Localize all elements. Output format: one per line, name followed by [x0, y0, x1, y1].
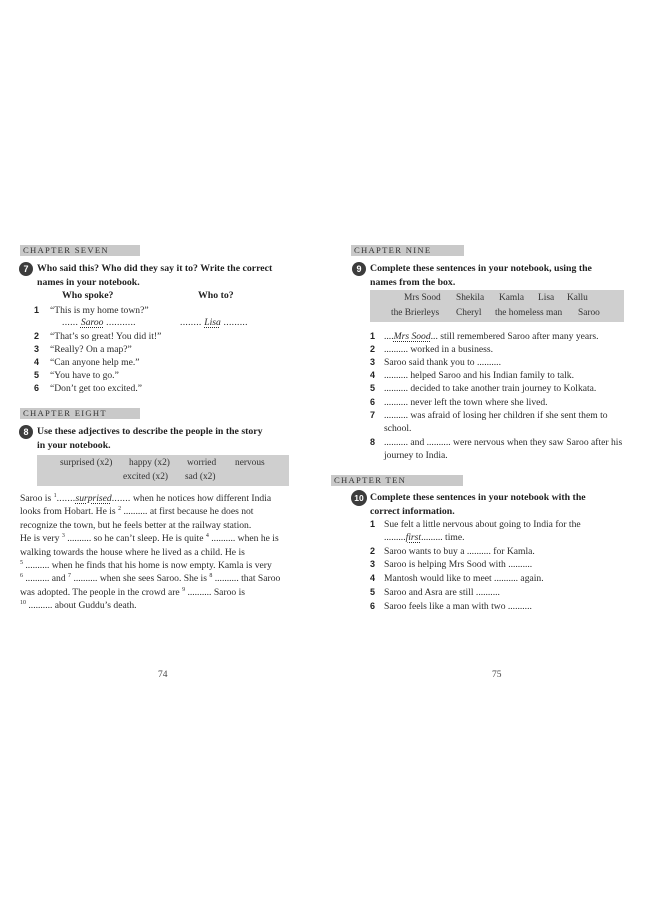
exercise-7-badge: 7 [19, 262, 33, 276]
who-spoke-header: Who spoke? [62, 290, 114, 301]
sentence-item: Saroo said thank you to .......... [384, 357, 501, 368]
right-page [330, 0, 660, 900]
sentence-item-continued: school. [384, 423, 412, 434]
exercise-9-instructions: Complete these sentences in your notebook, using the names from the box. [370, 263, 592, 288]
sentence-item: Sue felt a little nervous about going to India for the [384, 519, 581, 530]
word-box-entry: nervous [235, 458, 265, 468]
item-number: 5 [34, 370, 40, 380]
word-box-entry: Mrs Sood [404, 293, 441, 303]
item-number: 3 [370, 559, 376, 569]
item-number: 2 [370, 344, 376, 354]
word-box-entry: Cheryl [456, 308, 482, 318]
chapter-eight-heading: CHAPTER EIGHT [20, 408, 140, 419]
exercise-10-badge: 10 [351, 490, 367, 506]
item-number: 1 [34, 305, 40, 315]
exercise-8-badge: 8 [19, 425, 33, 439]
word-box-entry: excited (x2) [123, 472, 169, 482]
item-number: 5 [370, 383, 376, 393]
item-number: 2 [370, 546, 376, 556]
exercise-8-paragraph: Saroo is $^1$.......surprised....... when he notices how different India looks from Hobart. He is $^2$ .......... at first because he does not recognize the town, but he feels better at the railway station. He is very $^3$ .......... so he can’t sleep. He is quite $^4$ .......... when he is walking towards the house where he lived as a child. He is $^5$ .......... when he finds that his home is now empty. Kamla is very $^6$ .......... and $^7$ .......... when she sees Saroo. She is $^8$ .......... that Saroo was adopted. The people in the crowd are $^9$ .......... Saroo is $^{10}$ .......... about Guddu’s death. [20, 492, 281, 612]
page-number: 75 [492, 670, 502, 680]
sentence-item-continued: journey to India. [384, 450, 448, 461]
exercise-7-instructions: Who said this? Who did they say it to? Write the correct names in your notebook. [37, 263, 273, 288]
quote-item: “That’s so great! You did it!” [50, 331, 162, 342]
item-number: 2 [34, 331, 40, 341]
word-box-entry: Lisa [538, 293, 555, 303]
item-number: 4 [34, 357, 40, 367]
page-number: 74 [158, 670, 168, 680]
quote-item: “This is my home town?” [50, 305, 149, 316]
word-box-entry: Kallu [567, 293, 588, 303]
sentence-item: Mantosh would like to meet .......... again. [384, 573, 544, 584]
word-box-entry: Kamla [499, 293, 524, 303]
item-number: 6 [370, 601, 376, 611]
word-box-entry: Saroo [578, 308, 600, 318]
item-number: 3 [34, 344, 40, 354]
quote-item: “Really? On a map?” [50, 344, 132, 355]
item-number: 6 [34, 383, 40, 393]
chapter-nine-heading: CHAPTER NINE [351, 245, 464, 256]
item-number: 7 [370, 410, 376, 420]
item-number: 4 [370, 370, 376, 380]
word-box-entry: the Brierleys [391, 308, 440, 318]
who-to-header: Who to? [198, 290, 234, 301]
item-number: 8 [370, 437, 376, 447]
sentence-item: .......... helped Saroo and his Indian family to talk. [384, 370, 574, 381]
quote-item: “Don’t get too excited.” [50, 383, 142, 394]
sentence-item-continued: .........first......... time. [384, 532, 465, 543]
word-box-entry: the homeless man [495, 308, 563, 318]
word-box-entry: happy (x2) [129, 458, 170, 468]
item-number: 5 [370, 587, 376, 597]
sentence-item: Saroo feels like a man with two .......... [384, 601, 532, 612]
word-box-entry: Shekila [456, 293, 485, 303]
word-box-entry: worried [187, 458, 217, 468]
sentence-item: .......... worked in a business. [384, 344, 493, 355]
example-listener-row: ........ Lisa ......... [180, 317, 248, 328]
sentence-item: .......... decided to take another train journey to Kolkata. [384, 383, 597, 394]
word-box-entry: sad (x2) [185, 472, 216, 482]
item-number: 6 [370, 397, 376, 407]
item-number: 3 [370, 357, 376, 367]
example-speaker: Saroo [80, 317, 104, 328]
exercise-8-instructions: Use these adjectives to describe the people in the story in your notebook. [37, 426, 263, 451]
exercise-10-instructions: Complete these sentences in your notebook with the correct information. [370, 492, 586, 517]
exercise-9-badge: 9 [352, 262, 366, 276]
quote-item: “You have to go.” [50, 370, 119, 381]
example-name: Mrs Sood [393, 331, 431, 342]
sentence-item: Saroo is helping Mrs Sood with .......... [384, 559, 533, 570]
item-number: 1 [370, 331, 376, 341]
adjectives-word-box [37, 455, 289, 486]
example-answer-row: ...... Saroo ........... [62, 317, 136, 328]
example-adjective: surprised [75, 493, 112, 504]
sentence-item: .......... and .......... were nervous when they saw Saroo after his [384, 437, 623, 448]
word-box-entry: surprised (x2) [60, 458, 113, 468]
example-answer: first [405, 532, 422, 543]
sentence-item: .......... never left the town where she lived. [384, 397, 548, 408]
sentence-item: ....Mrs Sood... still remembered Saroo after many years. [384, 331, 599, 342]
item-number: 4 [370, 573, 376, 583]
example-listener: Lisa [204, 317, 221, 328]
sentence-item: Saroo wants to buy a .......... for Kamla. [384, 546, 535, 557]
quote-item: “Can anyone help me.” [50, 357, 140, 368]
chapter-ten-heading: CHAPTER TEN [331, 475, 463, 486]
sentence-item: .......... was afraid of losing her children if she sent them to [384, 410, 608, 421]
sentence-item: Saroo and Asra are still .......... [384, 587, 500, 598]
names-word-box [370, 290, 624, 322]
item-number: 1 [370, 519, 376, 529]
chapter-seven-heading: CHAPTER SEVEN [20, 245, 140, 256]
